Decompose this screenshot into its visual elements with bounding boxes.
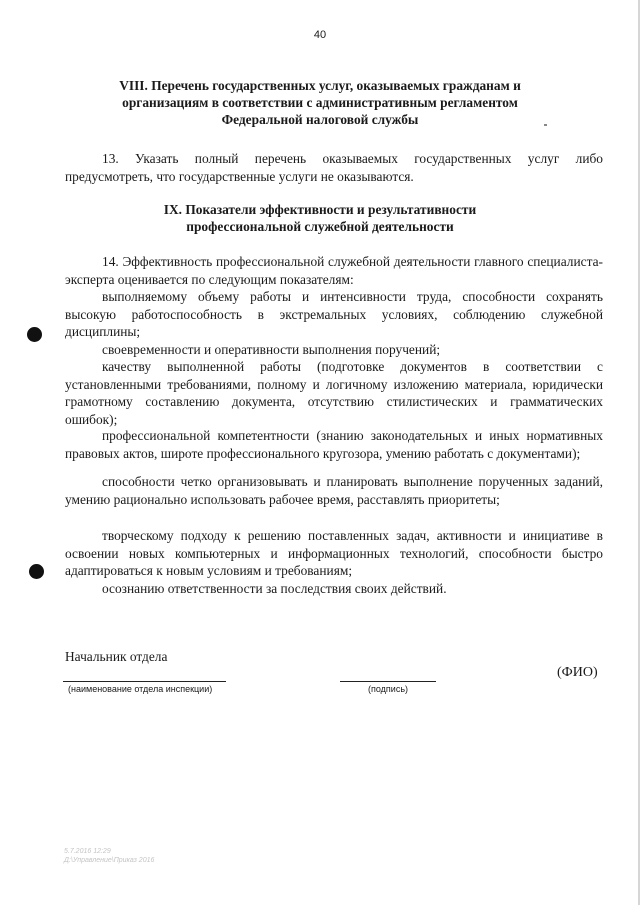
indicator-item: качеству выполненной работы (подготовке документов в соответствии с установленными требованиями, полному и логичному изложению материала, юридически грамотному составлению документа, отсутствию стилистических и грамматических ошибок);: [65, 359, 603, 427]
indicator-item: осознанию ответственности за последствия своих действий.: [102, 581, 447, 596]
section-8-heading-line: организациям в соответствии с административным регламентом: [122, 95, 518, 110]
footer-stamp-line: 5.7.2016 12:29: [64, 848, 111, 855]
page-number: 40: [313, 29, 327, 41]
section-8-heading: [0, 77, 640, 128]
footer-stamp-line: Д:\Управление\Приказ 2016: [64, 857, 155, 864]
department-line: [63, 681, 226, 682]
scan-speck: [544, 124, 547, 126]
hole-punch-mark: [29, 564, 44, 579]
section-9-heading-line: IX. Показатели эффективности и результативности: [163, 202, 477, 217]
signature-line: [340, 681, 436, 682]
indicator-item: способности четко организовывать и планировать выполнение порученных заданий, умению рационально использовать рабочее время, расставлять приоритеты;: [65, 474, 603, 507]
indicator-item: своевременности и оперативности выполнения поручений;: [102, 342, 441, 357]
section-9-heading: [0, 201, 640, 235]
signature-position-title: Начальник отдела: [65, 649, 168, 664]
indicator-item: творческому подходу к решению поставленных задач, активности и инициативе в освоении новых компьютерных и информационных технологий, способности быстро адаптироваться к новым условиям и требованиям;: [65, 528, 603, 578]
signature-caption: (подпись): [368, 684, 409, 694]
hole-punch-mark: [27, 327, 42, 342]
paragraph-14: 14. Эффективность профессиональной служебной деятельности главного специалиста-эксперта оценивается по следующим показателям:: [65, 254, 603, 287]
indicator-item: профессиональной компетентности (знанию законодательных и иных нормативных правовых актов, широте профессионального кругозора, умению работать с документами);: [65, 428, 603, 461]
paragraph-13: 13. Указать полный перечень оказываемых государственных услуг либо предусмотреть, что государственные услуги не оказываются.: [65, 151, 603, 184]
department-caption: (наименование отдела инспекции): [68, 684, 213, 694]
section-8-heading-line: Федеральной налоговой службы: [221, 112, 419, 127]
section-9-heading-line: профессиональной служебной деятельности: [186, 219, 454, 234]
section-8-heading-line: VIII. Перечень государственных услуг, оказываемых гражданам и: [119, 78, 521, 93]
fio-label: (ФИО): [557, 665, 598, 680]
indicator-item: выполняемому объему работы и интенсивности труда, способности сохранять высокую работоспособность в экстремальных условиях, соблюдению служебной дисциплины;: [65, 289, 603, 339]
